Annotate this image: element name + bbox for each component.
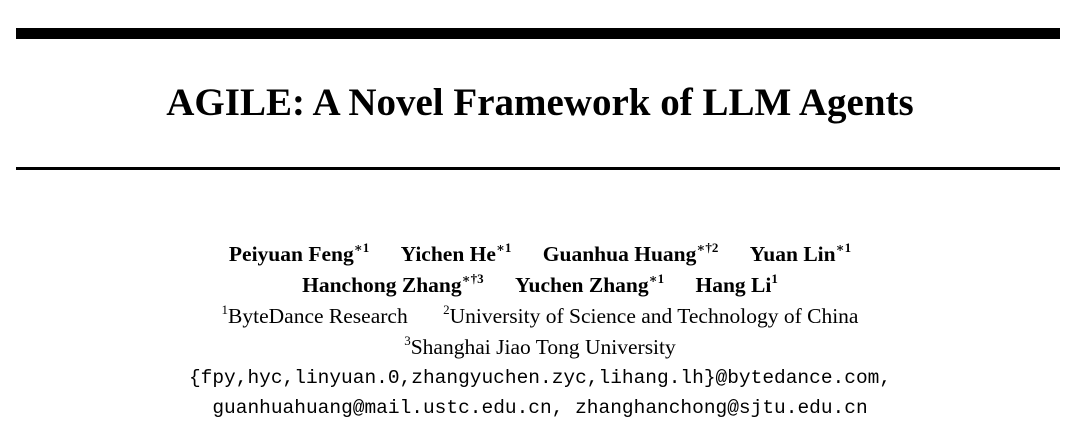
top-rule [16,28,1060,39]
author [401,239,512,270]
affiliation-name: Shanghai Jiao Tong University [410,335,676,359]
author-marks: 1 [771,271,778,286]
author [302,270,484,301]
author-block [0,239,1080,423]
author [696,270,778,301]
author-name: Guanhua Huang [542,242,697,266]
affiliation-mark: 3 [404,333,411,348]
author-name: Hang Li [695,273,772,297]
author-marks: ∗1 [495,240,512,255]
author [543,239,719,270]
affiliation-name: University of Science and Technology of China [449,304,859,328]
author [515,270,664,301]
bottom-rule [16,167,1060,170]
author-name: Peiyuan Feng [228,242,354,266]
author-marks: ∗†3 [461,271,484,286]
author-line-1 [0,239,1080,270]
author-marks: ∗†2 [696,240,719,255]
affiliation-line-1 [0,301,1080,332]
author-name: Yichen He [400,242,496,266]
author [229,239,369,270]
author-marks: ∗1 [648,271,665,286]
affiliation-mark: 2 [443,302,450,317]
paper-title: AGILE: A Novel Framework of LLM Agents [166,81,914,124]
email-line-1: {fpy,hyc,linyuan.0,zhangyuchen.zyc,lihang.lh}@bytedance.com, [188,367,892,389]
author-marks: ∗1 [353,240,370,255]
affiliation-line-2 [0,332,1080,363]
email-line-2: guanhuahuang@mail.ustc.edu.cn, zhanghanchong@sjtu.edu.cn [212,397,868,419]
affiliation-mark: 1 [221,302,229,317]
author-name: Hanchong Zhang [302,273,462,297]
author [750,239,851,270]
author-name: Yuchen Zhang [515,273,649,297]
affiliation [404,332,676,363]
author-name: Yuan Lin [749,242,836,266]
author-line-2 [0,270,1080,301]
affiliation-name: ByteDance Research [228,304,408,328]
affiliation [443,301,858,332]
affiliation [222,301,408,332]
author-marks: ∗1 [835,240,852,255]
